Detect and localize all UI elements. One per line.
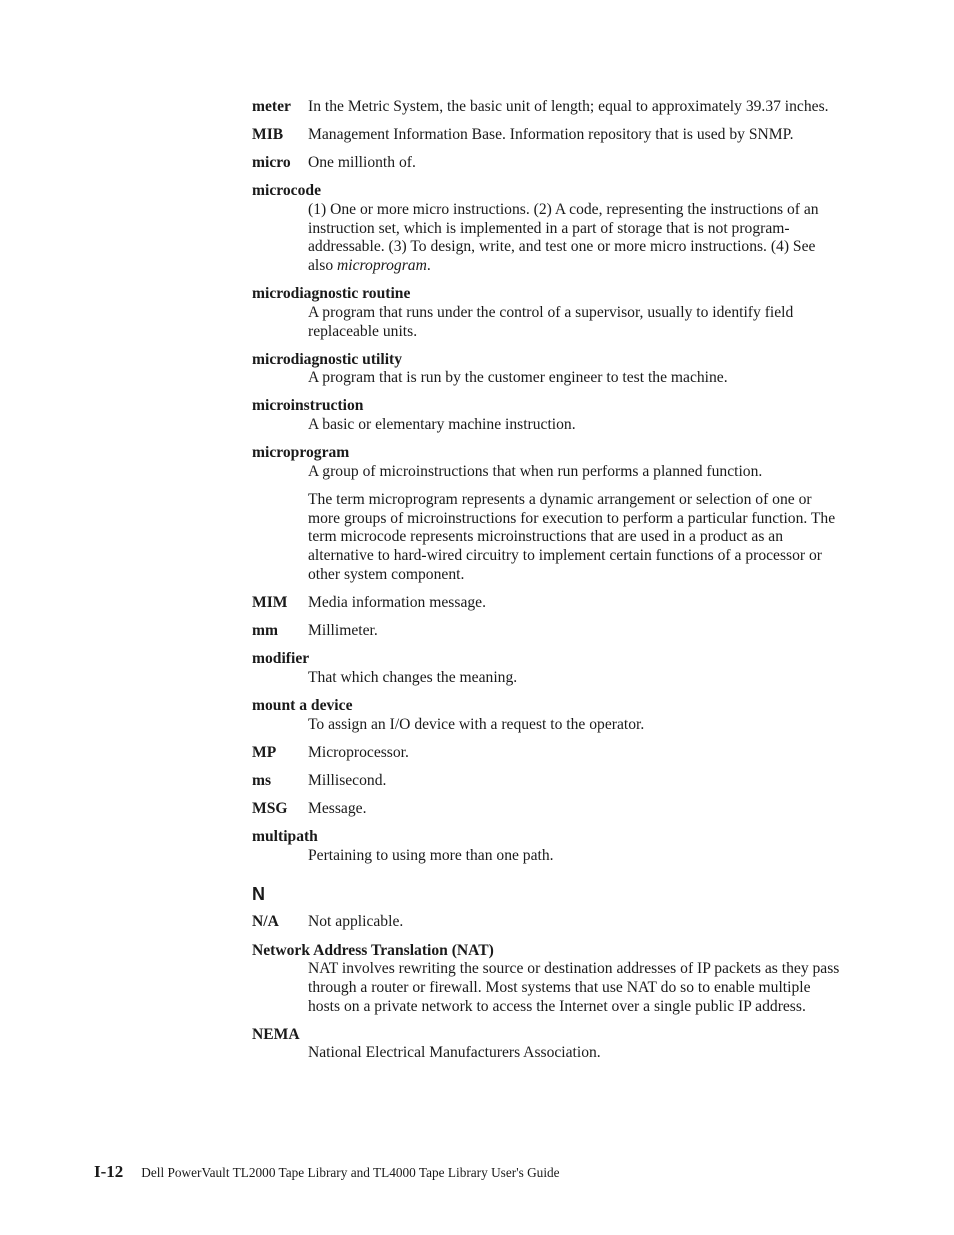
glossary-definition [308,1044,842,1063]
definition-paragraph [308,491,842,585]
definition-paragraph [308,304,842,341]
glossary-term: MSG [252,799,288,817]
definition-paragraph [308,669,842,688]
glossary-term: MP [252,743,277,761]
document-title: Dell PowerVault TL2000 Tape Library and TL4000 Tape Library User's Guide [141,1165,560,1180]
definition-paragraph [308,800,842,819]
glossary-term: multipath [252,828,318,846]
definition-text: The term microprogram represents a dynamic arrangement or selection of one or more groups of microinstructions for execution to perform a particular function. The term microcode represents microinstructions that are used in a product as an alternative to hard-wired circuitry to implement certain functions of a processor or other system component. [308,491,836,583]
definition-text: Management Information Base. Information repository that is used by SNMP. [308,126,794,144]
glossary-definition [308,201,842,276]
glossary-entry [252,182,842,276]
glossary-definition [308,594,842,613]
definition-paragraph [308,1044,842,1063]
glossary-term: modifier [252,650,310,668]
definition-paragraph [308,772,842,791]
definition-paragraph [308,744,842,763]
glossary-definition [308,913,842,932]
glossary-definition [308,622,842,641]
definition-paragraph [308,98,842,117]
glossary-definition [308,772,842,791]
page-number: I-12 [94,1162,124,1181]
glossary-list [252,98,842,1073]
definition-text: Message. [308,799,367,817]
glossary-entry [252,622,842,641]
glossary-entry [252,828,842,865]
glossary-term: MIB [252,126,284,144]
glossary-definition [308,98,842,117]
definition-paragraph [308,716,842,735]
definition-paragraph [308,463,842,482]
glossary-entry [252,444,842,584]
glossary-term: mm [252,622,278,640]
glossary-entry [252,98,842,117]
definition-text: Millisecond. [308,771,387,789]
glossary-term: microdiagnostic routine [252,285,411,303]
definition-text: That which changes the meaning. [308,668,518,686]
definition-paragraph [308,126,842,145]
definition-text: To assign an I/O device with a request to the operator. [308,715,645,733]
glossary-term: meter [252,98,291,115]
glossary-entry [252,285,842,341]
glossary-entry [252,800,842,819]
definition-text: Pertaining to using more than one path. [308,846,554,864]
glossary-entry [252,650,842,687]
glossary-entry [252,744,842,763]
glossary-definition [308,744,842,763]
glossary-term: microprogram [252,444,350,462]
glossary-entry [252,351,842,388]
glossary-term: microdiagnostic utility [252,350,403,368]
glossary-term: microinstruction [252,397,364,415]
definition-text: A group of microinstructions that when run performs a planned function. [308,462,763,480]
definition-paragraph [308,960,842,1016]
definition-text: National Electrical Manufacturers Association. [308,1044,601,1062]
glossary-term: MIM [252,593,288,611]
glossary-definition [308,800,842,819]
glossary-entry [252,1026,842,1063]
definition-paragraph [308,622,842,641]
definition-text: A program that is run by the customer engineer to test the machine. [308,369,728,387]
glossary-term: ms [252,771,272,789]
definition-text: Media information message. [308,593,486,611]
glossary-entry [252,697,842,734]
definition-text: Microprocessor. [308,743,409,761]
glossary-entry [252,126,842,145]
glossary-definition [308,669,842,688]
definition-text: One millionth of. [308,154,416,172]
glossary-entry [252,397,842,434]
glossary-term: NEMA [252,1025,300,1043]
glossary-definition [308,463,842,585]
definition-paragraph [308,416,842,435]
glossary-definition [308,126,842,145]
definition-text: In the Metric System, the basic unit of length; equal to approximately 39.37 inches. [308,98,829,115]
glossary-entry [252,594,842,613]
glossary-entry [252,913,842,932]
glossary-definition [308,369,842,388]
glossary-definition [308,716,842,735]
definition-tail: . [426,257,431,275]
glossary-definition [308,416,842,435]
glossary-definition [308,304,842,341]
section-heading: N [252,884,265,905]
glossary-term: Network Address Translation (NAT) [252,941,494,959]
definition-text: NAT involves rewriting the source or destination addresses of IP packets as they pass through a router or firewall. Most systems that use NAT do so to enable multiple hosts on a private network to access the Internet over a single public IP address. [308,960,840,1015]
definition-paragraph [308,201,842,276]
glossary-term: mount a device [252,696,353,714]
definition-text: Millimeter. [308,622,378,640]
glossary-term: microcode [252,182,321,200]
page-footer [94,1162,560,1182]
glossary-term: micro [252,154,291,172]
definition-paragraph [308,913,842,932]
definition-paragraph [308,369,842,388]
definition-text: A basic or elementary machine instruction. [308,416,576,434]
glossary-entry [252,942,842,1017]
glossary-definition [308,960,842,1016]
glossary-definition [308,154,842,173]
glossary-term: N/A [252,913,279,931]
definition-text: A program that runs under the control of a supervisor, usually to identify field replaceable units. [308,303,794,340]
glossary-definition [308,847,842,866]
definition-text: Not applicable. [308,913,404,931]
glossary-entry [252,772,842,791]
definition-paragraph [308,594,842,613]
glossary-entry [252,154,842,173]
definition-paragraph [308,154,842,173]
definition-paragraph [308,847,842,866]
cross-reference: microprogram [337,257,427,275]
definition-text: (1) One or more micro instructions. (2) A code, representing the instructions of an instruction set, which is implemented in a part of storage that is not program-addressable. (3) To design, write, and test one or more micro instructions. (4) See also [308,200,819,275]
